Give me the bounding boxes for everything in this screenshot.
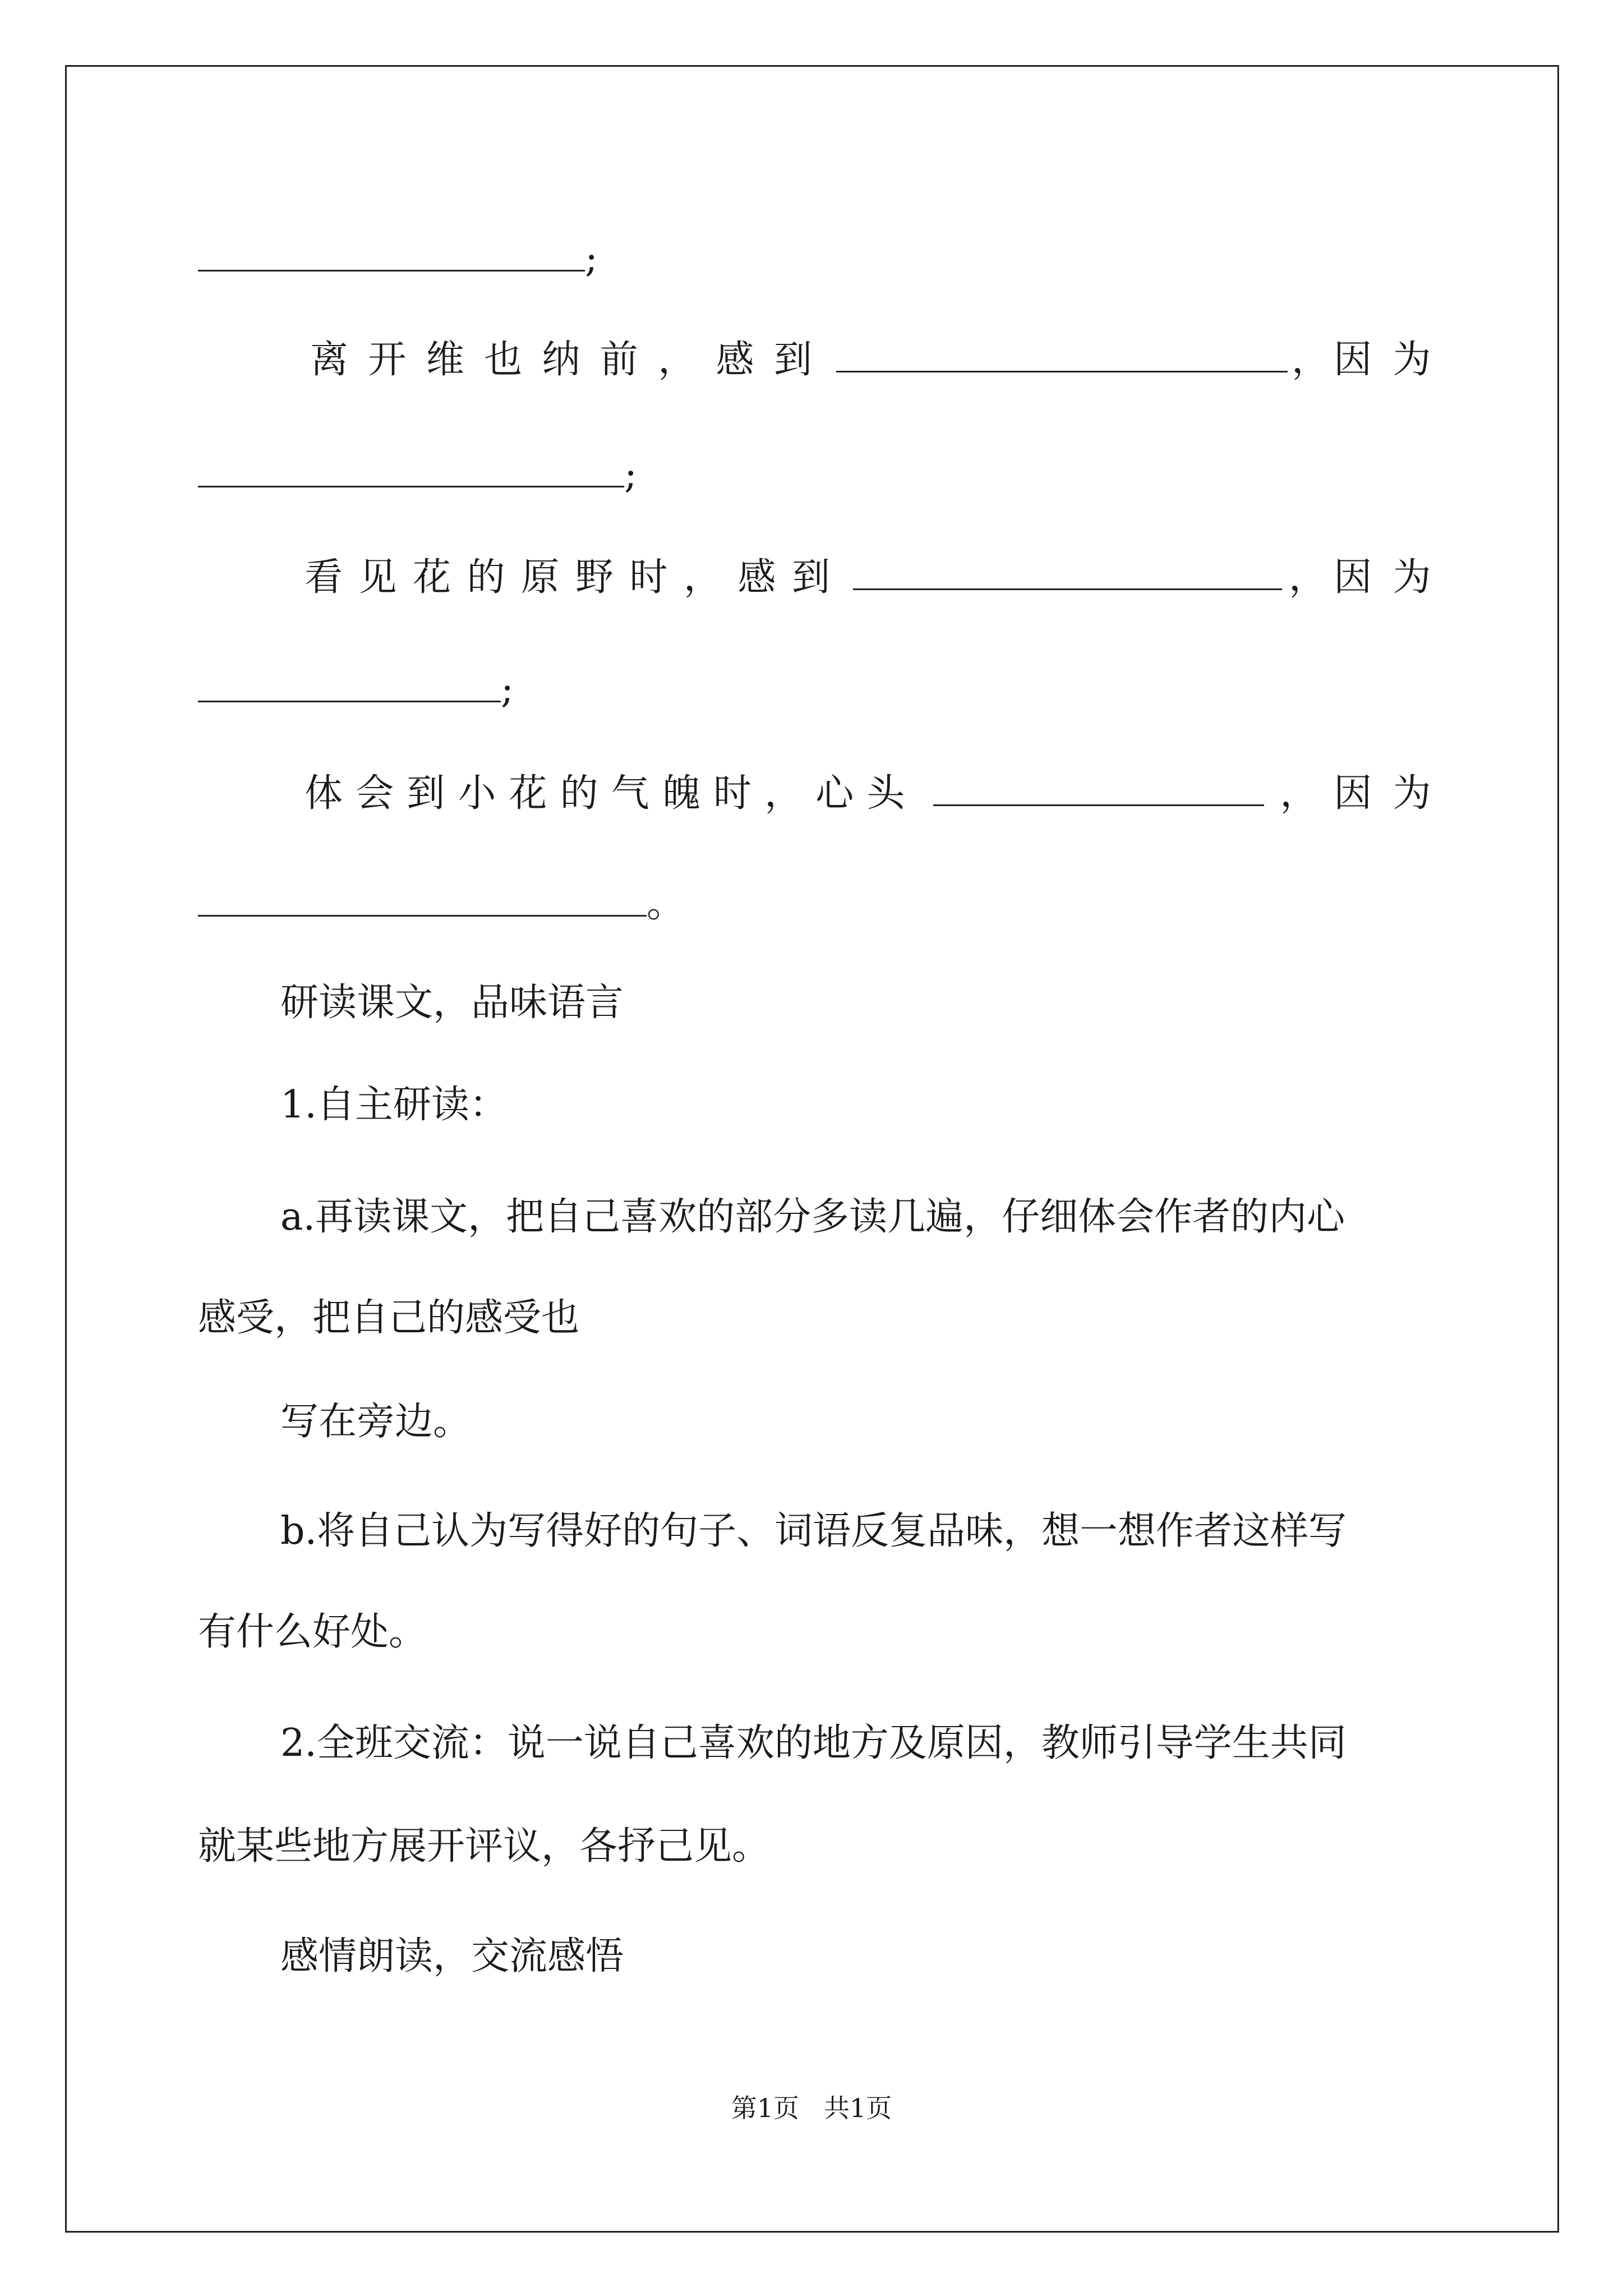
paragraph-line: 感受，把自己的感受也 bbox=[198, 1296, 580, 1340]
prompt-text: 离开维也纳前，感到 bbox=[310, 338, 832, 382]
list-item: 1.自主研读： bbox=[280, 1083, 508, 1127]
page-total: 共1页 bbox=[824, 2093, 892, 2123]
answer-blank[interactable] bbox=[853, 551, 1282, 590]
answer-blank[interactable] bbox=[198, 449, 624, 487]
answer-blank[interactable] bbox=[198, 878, 647, 917]
paragraph-line: b.将自己认为写得好的句子、词语反复品味，想一想作者这样写 bbox=[280, 1509, 1347, 1553]
answer-blank[interactable] bbox=[198, 664, 501, 702]
fill-line-3: ; bbox=[198, 449, 637, 498]
page-number: 第1页 bbox=[731, 2093, 799, 2123]
fill-line-1: ; bbox=[198, 233, 598, 282]
page-footer bbox=[0, 2091, 1623, 2125]
paragraph-line: 就某些地方展开评议，各抒己见。 bbox=[198, 1824, 771, 1869]
fill-line-6: 体会到小花的气魄时，心头 ， 因为 bbox=[198, 767, 1432, 816]
fill-line-7: 。 bbox=[198, 878, 685, 927]
section-heading: 研读课文，品味语言 bbox=[280, 981, 624, 1025]
page-border bbox=[65, 65, 1559, 2233]
prompt-text: 看见花的原野时，感到 bbox=[305, 555, 846, 600]
fill-line-2: 离开维也纳前，感到 ， 因为 bbox=[198, 334, 1432, 383]
paragraph-line: 有什么好处。 bbox=[198, 1610, 427, 1654]
paragraph-line: 2.全班交流：说一说自己喜欢的地方及原因，教师引导学生共同 bbox=[280, 1721, 1347, 1765]
fill-line-4: 看见花的原野时，感到 ， 因为 bbox=[198, 551, 1432, 600]
answer-blank[interactable] bbox=[836, 334, 1288, 372]
section-heading: 感情朗读，交流感悟 bbox=[280, 1934, 624, 1978]
prompt-text: 体会到小花的气魄时，心头 bbox=[305, 771, 918, 816]
paragraph-line: 写在旁边。 bbox=[280, 1400, 472, 1444]
answer-blank[interactable] bbox=[198, 233, 585, 272]
fill-line-5: ; bbox=[198, 664, 514, 712]
answer-blank[interactable] bbox=[933, 767, 1264, 806]
paragraph-line: a.再读课文，把自己喜欢的部分多读几遍，仔细体会作者的内心 bbox=[280, 1195, 1345, 1239]
